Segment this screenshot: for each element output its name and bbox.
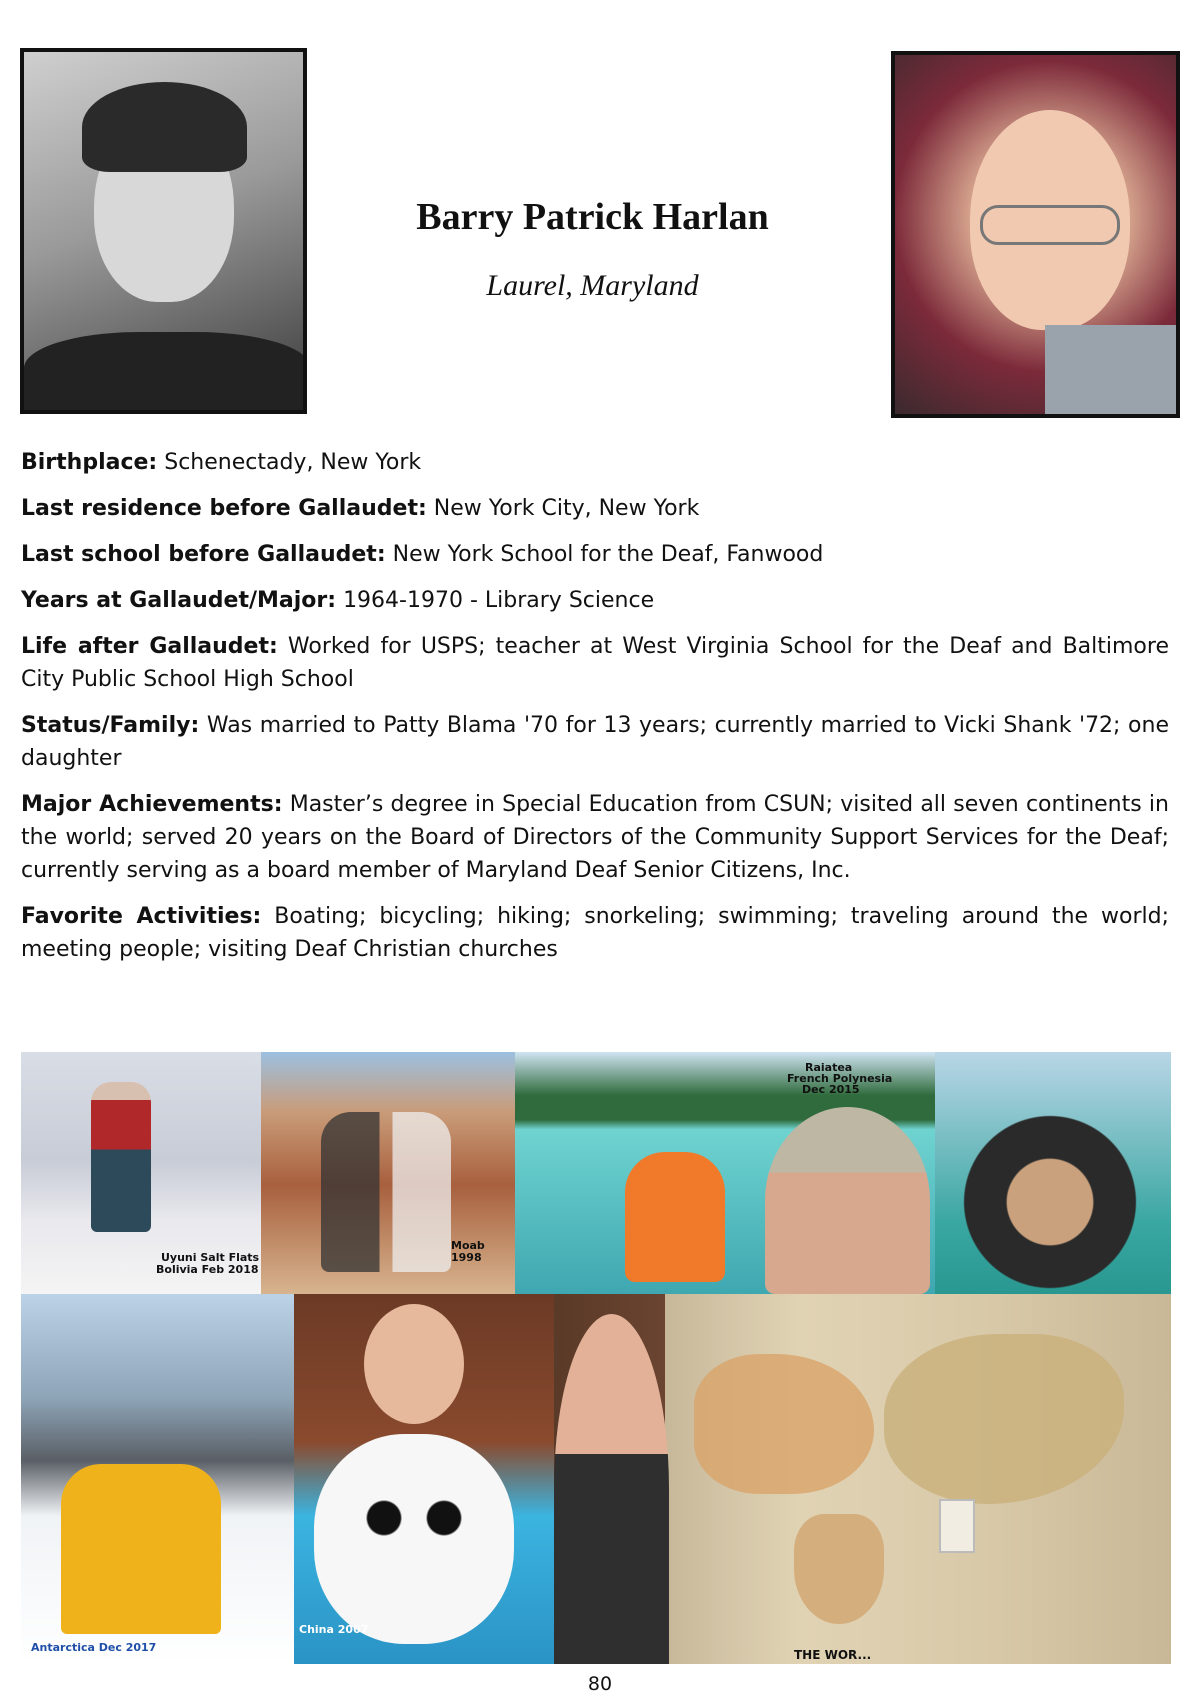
- world-map-photo: [554, 1294, 1171, 1664]
- explorers: [61, 1464, 221, 1634]
- header-block: [300, 195, 885, 303]
- bio-value: Boating; bicycling; hiking; snorkeling; swimming; traveling around the world; meeting people; visiting Deaf Christian churches: [21, 904, 1170, 962]
- bio-value: Schenectady, New York: [164, 450, 422, 475]
- bio-label: Last school before Gallaudet:: [21, 542, 386, 567]
- man-with-hat: [765, 1107, 930, 1294]
- person-name: Barry Patrick Harlan: [416, 196, 769, 238]
- bio-label: Birthplace:: [21, 450, 158, 475]
- raiatea-photo: [515, 1052, 935, 1294]
- glasses-icon: [980, 205, 1120, 245]
- moab-photo: [261, 1052, 515, 1294]
- bio-birthplace: [21, 446, 1169, 479]
- bio-label: Life after Gallaudet:: [21, 634, 278, 659]
- antarctica-photo: [21, 1294, 294, 1664]
- bio-value: New York City, New York: [433, 496, 700, 521]
- man-face: [364, 1304, 464, 1424]
- bio-value: 1964-1970 - Library Science: [343, 588, 655, 613]
- photo-caption: French Polynesia: [787, 1072, 893, 1085]
- page-number: 80: [587, 1673, 613, 1695]
- man-portrait: [554, 1314, 669, 1664]
- photo-caption: Moab 1998: [451, 1239, 485, 1264]
- photo-caption: Uyuni Salt Flats: [161, 1251, 260, 1264]
- bio-value: Was married to Patty Blama '70 for 13 years; currently married to Vicki Shank '72; one daughter: [21, 713, 1169, 771]
- light-switch-icon: [939, 1499, 975, 1553]
- photo-caption: Dec 2015: [802, 1083, 860, 1096]
- bio-last-school: [21, 538, 1169, 571]
- china-panda-photo: [294, 1294, 554, 1664]
- bio-achievements: [21, 788, 1169, 887]
- uyuni-salt-flats-photo: [21, 1052, 261, 1294]
- person-figure: [91, 1082, 151, 1232]
- kayaker: [625, 1152, 725, 1282]
- cyclists: [321, 1112, 451, 1272]
- bio-label: Favorite Activities:: [21, 904, 262, 929]
- photo-caption: Raiatea: [805, 1061, 853, 1074]
- bio-years-major: [21, 584, 1169, 617]
- map-continent: [884, 1334, 1124, 1504]
- map-continent: [794, 1514, 884, 1624]
- portrait-jacket: [1045, 325, 1180, 418]
- bio-value: New York School for the Deaf, Fanwood: [392, 542, 824, 567]
- bio-label: Status/Family:: [21, 713, 200, 738]
- current-portrait: [891, 51, 1180, 418]
- portrait-hair: [82, 82, 247, 172]
- photo-collage: [21, 1052, 1171, 1664]
- bio-status-family: [21, 709, 1169, 775]
- bio-life-after: [21, 630, 1169, 696]
- photo-caption: Antarctica Dec 2017: [31, 1641, 157, 1654]
- bio-value: Worked for USPS; teacher at West Virginia School for the Deaf and Baltimore City Public School High School: [21, 634, 1169, 692]
- snorkel-mask: [960, 1112, 1140, 1312]
- bio-label: Last residence before Gallaudet:: [21, 496, 427, 521]
- bio-value: Master’s degree in Special Education from CSUN; visited all seven continents in the world; served 20 years on the Board of Directors of the Community Support Services for the Deaf; currently serving as a board member of Maryland Deaf Senior Citizens, Inc.: [21, 792, 1169, 883]
- panda: [314, 1434, 514, 1644]
- yearbook-portrait: [20, 48, 307, 414]
- photo-caption: China 2007: [299, 1623, 369, 1636]
- photo-caption: THE WOR...: [794, 1648, 872, 1662]
- photo-caption: Bolivia Feb 2018: [156, 1263, 259, 1276]
- bio-last-residence: [21, 492, 1169, 525]
- person-location: Laurel, Maryland: [486, 269, 699, 302]
- bio-activities: [21, 900, 1169, 966]
- map-continent: [694, 1354, 874, 1494]
- portrait-suit: [24, 332, 307, 414]
- biography: [21, 446, 1169, 979]
- bio-label: Major Achievements:: [21, 792, 283, 817]
- bio-label: Years at Gallaudet/Major:: [21, 588, 337, 613]
